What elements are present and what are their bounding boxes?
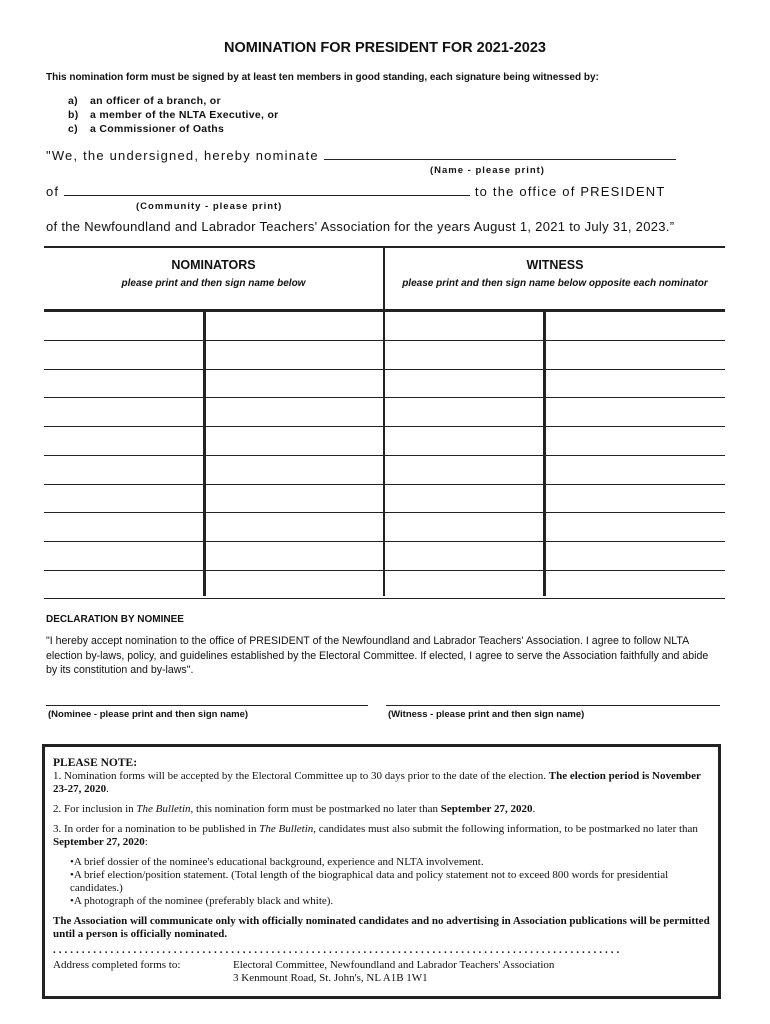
- signature-row-line[interactable]: [44, 484, 725, 485]
- form-title: NOMINATION FOR PRESIDENT FOR 2021-2023: [223, 40, 547, 56]
- declaration-text: "I hereby accept nomination to the office of PRESIDENT of the Newfoundland and Labrador Teachers' Association. I agree to follow NLTA election by-laws, policy, and guidelines established by the Electoral Committee. If elected, I agree to serve the Association faithfully and abide by its constitution and by-laws".: [46, 635, 709, 676]
- nominators-table: [44, 246, 725, 598]
- address-label: Address completed forms to:: [53, 959, 181, 971]
- witness-header: WITNESS please print and then sign name below opposite each nominator: [402, 258, 708, 289]
- signature-row-line[interactable]: [44, 369, 725, 370]
- witness-signature-caption: (Witness - please print and then sign name): [388, 709, 585, 720]
- witness-signature-field[interactable]: [386, 705, 720, 706]
- signature-row-line[interactable]: [44, 512, 725, 513]
- community-caption: (Community - please print): [136, 201, 283, 212]
- intro-text: This nomination form must be signed by at least ten members in good standing, each signature being witnessed by:: [46, 72, 599, 83]
- signature-row-line[interactable]: [44, 397, 725, 398]
- nominee-signature-field[interactable]: [46, 705, 368, 706]
- community-line: of to the office of PRESIDENT: [46, 184, 666, 199]
- declaration-heading: DECLARATION BY NOMINEE: [46, 614, 184, 625]
- mailing-address: [53, 959, 713, 985]
- please-note-box: [42, 744, 721, 999]
- nominee-signature-caption: (Nominee - please print and then sign name): [48, 709, 249, 720]
- witness-options-list: [68, 94, 279, 136]
- signature-row-line[interactable]: [44, 598, 725, 599]
- signature-row-line[interactable]: [44, 570, 725, 571]
- option-c: c) a Commissioner of Oaths: [68, 123, 225, 135]
- note-item-3: 3. In order for a nomination to be published in The Bulletin, candidates must also submit the following information, to be postmarked no later than September 27, 2020:: [53, 823, 698, 848]
- note-bullet: •A brief dossier of the nominee's educational background, experience and NLTA involvement.: [70, 856, 484, 868]
- option-a: a) an officer of a branch, or: [68, 95, 221, 107]
- association-text: of the Newfoundland and Labrador Teachers' Association for the years August 1, 2021 to July 31, 2023.”: [46, 219, 675, 234]
- note-item-2: 2. For inclusion in The Bulletin, this nomination form must be postmarked no later than September 27, 2020.: [53, 803, 536, 815]
- nominators-header: NOMINATORS please print and then sign name below: [121, 258, 306, 289]
- signature-row-line[interactable]: [44, 340, 725, 341]
- address-lines: Electoral Committee, Newfoundland and Labrador Teachers' Association 3 Kenmount Road, St. John's, NL A1B 1W1: [233, 959, 555, 984]
- table-header-border: [44, 309, 725, 312]
- name-caption: (Name - please print): [430, 165, 545, 176]
- dotted-separator: ...................................................................................................: [53, 944, 623, 956]
- note-heading: PLEASE NOTE:: [53, 757, 138, 769]
- note-bullet: •A photograph of the nominee (preferably black and white).: [70, 895, 334, 907]
- nominate-line: "We, the undersigned, hereby nominate: [46, 147, 676, 163]
- option-b: b) a member of the NLTA Executive, or: [68, 109, 279, 121]
- nominee-name-field[interactable]: [324, 147, 676, 160]
- note-footer: The Association will communicate only with officially nominated candidates and no advertising in Association publications will be permitted until a person is officially nominated.: [53, 915, 710, 940]
- note-item-1: 1. Nomination forms will be accepted by the Electoral Committee up to 30 days prior to the date of the election. The election period is November 23-27, 2020.: [53, 770, 701, 795]
- signature-row-line[interactable]: [44, 541, 725, 542]
- community-field[interactable]: [64, 183, 470, 196]
- signature-row-line[interactable]: [44, 426, 725, 427]
- note-bullet: •A brief election/position statement. (Total length of the biographical data and policy statement not to exceed 800 words for presidential candidates.): [70, 869, 669, 894]
- table-center-divider: [383, 246, 385, 596]
- signature-row-line[interactable]: [44, 455, 725, 456]
